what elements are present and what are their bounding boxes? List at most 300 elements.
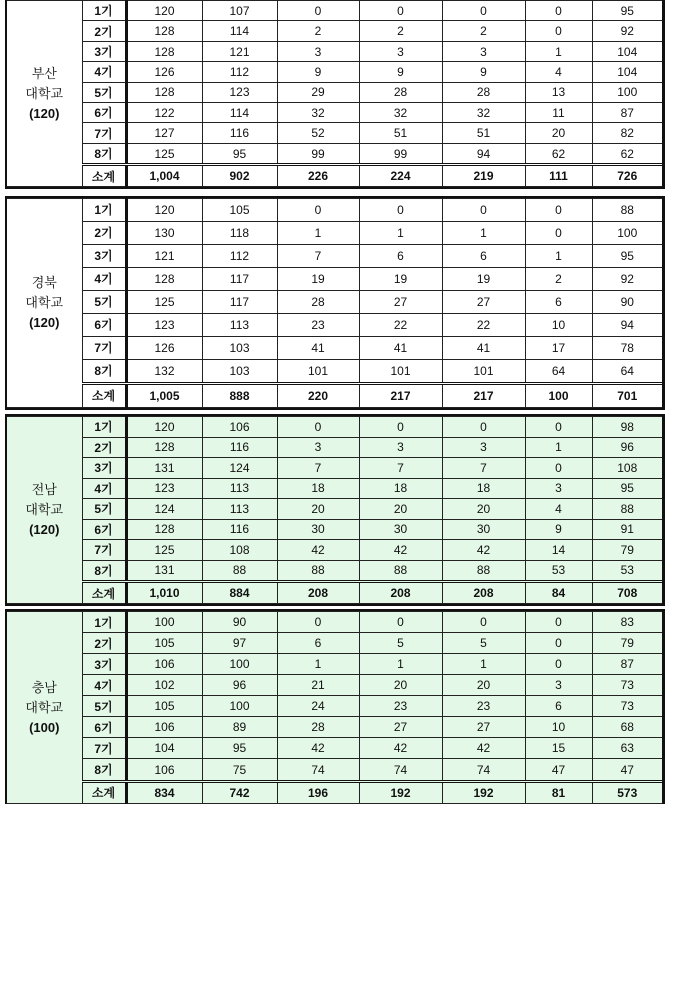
value-cell-c5: 0 — [442, 612, 525, 633]
value-cell-c4: 28 — [359, 82, 442, 102]
value-cell-c5: 42 — [442, 738, 525, 759]
value-cell-c3: 1 — [277, 221, 359, 244]
table-row — [7, 717, 662, 738]
value-cell-c6: 0 — [525, 633, 592, 654]
value-cell-c6: 17 — [525, 336, 592, 359]
subtotal-cell-c4: 192 — [359, 781, 442, 803]
value-cell-c4: 27 — [359, 290, 442, 313]
value-cell-c7: 87 — [592, 654, 662, 675]
value-cell-c3: 74 — [277, 759, 359, 781]
value-cell-c6: 2 — [525, 267, 592, 290]
value-cell-c2: 121 — [202, 41, 277, 61]
value-cell-c7: 96 — [592, 437, 662, 458]
value-cell-c4: 9 — [359, 62, 442, 82]
subtotal-cell-c1: 1,005 — [126, 383, 202, 407]
value-cell-c7: 92 — [592, 21, 662, 41]
institution-name-line1: 전남 — [31, 482, 57, 497]
value-cell-c1: 126 — [126, 336, 202, 359]
table-row — [7, 458, 662, 479]
table-row — [7, 221, 662, 244]
value-cell-c1: 121 — [126, 244, 202, 267]
table-row — [7, 359, 662, 383]
subtotal-cell-c4: 224 — [359, 165, 442, 187]
value-cell-c7: 79 — [592, 540, 662, 561]
table-row — [7, 696, 662, 717]
table-row — [7, 290, 662, 313]
table-row — [7, 103, 662, 123]
value-cell-c6: 10 — [525, 717, 592, 738]
value-cell-c5: 51 — [442, 123, 525, 143]
generation-label: 3기 — [82, 458, 126, 479]
value-cell-c2: 75 — [202, 759, 277, 781]
value-cell-c4: 3 — [359, 437, 442, 458]
table-row — [7, 41, 662, 61]
value-cell-c3: 23 — [277, 313, 359, 336]
generation-label: 8기 — [82, 759, 126, 781]
value-cell-c3: 3 — [277, 437, 359, 458]
subtotal-label: 소계 — [82, 582, 126, 604]
value-cell-c3: 42 — [277, 738, 359, 759]
value-cell-c2: 117 — [202, 290, 277, 313]
value-cell-c5: 22 — [442, 313, 525, 336]
institution-cell — [7, 612, 82, 804]
value-cell-c1: 106 — [126, 717, 202, 738]
value-cell-c1: 123 — [126, 478, 202, 499]
subtotal-cell-c1: 1,010 — [126, 582, 202, 604]
value-cell-c2: 106 — [202, 417, 277, 438]
value-cell-c7: 94 — [592, 313, 662, 336]
value-cell-c7: 95 — [592, 478, 662, 499]
subtotal-cell-c6: 111 — [525, 165, 592, 187]
generation-label: 5기 — [82, 82, 126, 102]
value-cell-c6: 6 — [525, 290, 592, 313]
value-cell-c4: 0 — [359, 199, 442, 222]
value-cell-c4: 0 — [359, 417, 442, 438]
value-cell-c6: 10 — [525, 313, 592, 336]
value-cell-c3: 24 — [277, 696, 359, 717]
value-cell-c7: 100 — [592, 82, 662, 102]
subtotal-cell-c6: 100 — [525, 383, 592, 407]
value-cell-c3: 28 — [277, 290, 359, 313]
subtotal-cell-c7: 573 — [592, 781, 662, 803]
value-cell-c3: 19 — [277, 267, 359, 290]
value-cell-c4: 20 — [359, 675, 442, 696]
value-cell-c3: 2 — [277, 21, 359, 41]
value-cell-c7: 95 — [592, 244, 662, 267]
value-cell-c2: 95 — [202, 738, 277, 759]
institution-name-line2: 대학교 — [25, 295, 64, 310]
value-cell-c1: 106 — [126, 759, 202, 781]
value-cell-c2: 116 — [202, 519, 277, 540]
value-cell-c7: 73 — [592, 696, 662, 717]
value-cell-c1: 120 — [126, 199, 202, 222]
table-row — [7, 21, 662, 41]
value-cell-c7: 62 — [592, 143, 662, 165]
subtotal-cell-c5: 217 — [442, 383, 525, 407]
table-row — [7, 437, 662, 458]
value-cell-c5: 74 — [442, 759, 525, 781]
institution-capacity: (120) — [29, 105, 60, 121]
table-row — [7, 654, 662, 675]
value-cell-c1: 106 — [126, 654, 202, 675]
value-cell-c2: 89 — [202, 717, 277, 738]
value-cell-c2: 107 — [202, 1, 277, 21]
subtotal-row — [7, 781, 662, 803]
value-cell-c1: 130 — [126, 221, 202, 244]
value-cell-c2: 116 — [202, 123, 277, 143]
value-cell-c5: 30 — [442, 519, 525, 540]
value-cell-c1: 123 — [126, 313, 202, 336]
value-cell-c7: 79 — [592, 633, 662, 654]
value-cell-c5: 28 — [442, 82, 525, 102]
subtotal-cell-c3: 196 — [277, 781, 359, 803]
generation-label: 8기 — [82, 143, 126, 165]
value-cell-c6: 9 — [525, 519, 592, 540]
value-cell-c6: 0 — [525, 612, 592, 633]
value-cell-c1: 120 — [126, 417, 202, 438]
generation-label: 8기 — [82, 359, 126, 383]
subtotal-cell-c3: 220 — [277, 383, 359, 407]
generation-label: 7기 — [82, 123, 126, 143]
value-cell-c7: 68 — [592, 717, 662, 738]
value-cell-c7: 83 — [592, 612, 662, 633]
value-cell-c2: 118 — [202, 221, 277, 244]
value-cell-c7: 95 — [592, 1, 662, 21]
generation-label: 3기 — [82, 654, 126, 675]
subtotal-cell-c3: 226 — [277, 165, 359, 187]
value-cell-c4: 1 — [359, 221, 442, 244]
value-cell-c7: 88 — [592, 499, 662, 520]
value-cell-c2: 108 — [202, 540, 277, 561]
value-cell-c5: 0 — [442, 417, 525, 438]
value-cell-c2: 103 — [202, 359, 277, 383]
table-row — [7, 519, 662, 540]
subtotal-row — [7, 582, 662, 604]
value-cell-c7: 104 — [592, 41, 662, 61]
value-cell-c7: 104 — [592, 62, 662, 82]
value-cell-c5: 5 — [442, 633, 525, 654]
value-cell-c4: 51 — [359, 123, 442, 143]
value-cell-c4: 30 — [359, 519, 442, 540]
generation-label: 6기 — [82, 103, 126, 123]
table-row — [7, 675, 662, 696]
value-cell-c3: 0 — [277, 612, 359, 633]
value-cell-c1: 105 — [126, 633, 202, 654]
enrollment-table — [7, 0, 662, 187]
generation-label: 1기 — [82, 199, 126, 222]
generation-label: 5기 — [82, 290, 126, 313]
value-cell-c5: 6 — [442, 244, 525, 267]
generation-label: 4기 — [82, 267, 126, 290]
subtotal-cell-c2: 902 — [202, 165, 277, 187]
value-cell-c6: 3 — [525, 675, 592, 696]
value-cell-c3: 0 — [277, 199, 359, 222]
generation-label: 4기 — [82, 62, 126, 82]
value-cell-c5: 32 — [442, 103, 525, 123]
value-cell-c4: 0 — [359, 1, 442, 21]
table-row — [7, 759, 662, 781]
value-cell-c6: 3 — [525, 478, 592, 499]
table-row — [7, 478, 662, 499]
value-cell-c6: 1 — [525, 244, 592, 267]
value-cell-c3: 28 — [277, 717, 359, 738]
table-row — [7, 123, 662, 143]
generation-label: 7기 — [82, 738, 126, 759]
value-cell-c5: 94 — [442, 143, 525, 165]
value-cell-c2: 112 — [202, 62, 277, 82]
value-cell-c7: 88 — [592, 199, 662, 222]
subtotal-cell-c5: 192 — [442, 781, 525, 803]
value-cell-c1: 102 — [126, 675, 202, 696]
value-cell-c2: 96 — [202, 675, 277, 696]
value-cell-c3: 0 — [277, 1, 359, 21]
value-cell-c4: 0 — [359, 612, 442, 633]
value-cell-c6: 64 — [525, 359, 592, 383]
value-cell-c2: 116 — [202, 437, 277, 458]
value-cell-c5: 9 — [442, 62, 525, 82]
subtotal-cell-c7: 726 — [592, 165, 662, 187]
value-cell-c3: 21 — [277, 675, 359, 696]
section-jeonnam — [5, 414, 665, 606]
value-cell-c1: 128 — [126, 267, 202, 290]
value-cell-c6: 0 — [525, 221, 592, 244]
value-cell-c4: 7 — [359, 458, 442, 479]
value-cell-c6: 0 — [525, 21, 592, 41]
value-cell-c6: 0 — [525, 1, 592, 21]
value-cell-c7: 91 — [592, 519, 662, 540]
value-cell-c4: 42 — [359, 540, 442, 561]
subtotal-label: 소계 — [82, 383, 126, 407]
institution-name-line2: 대학교 — [25, 699, 64, 715]
institution-cell — [7, 417, 82, 604]
value-cell-c6: 1 — [525, 41, 592, 61]
value-cell-c6: 6 — [525, 696, 592, 717]
value-cell-c2: 103 — [202, 336, 277, 359]
value-cell-c1: 125 — [126, 540, 202, 561]
value-cell-c2: 124 — [202, 458, 277, 479]
value-cell-c2: 113 — [202, 313, 277, 336]
value-cell-c4: 74 — [359, 759, 442, 781]
value-cell-c1: 128 — [126, 21, 202, 41]
subtotal-cell-c2: 742 — [202, 781, 277, 803]
table-row — [7, 143, 662, 165]
value-cell-c1: 128 — [126, 82, 202, 102]
value-cell-c1: 128 — [126, 437, 202, 458]
table-row — [7, 633, 662, 654]
value-cell-c7: 98 — [592, 417, 662, 438]
value-cell-c5: 20 — [442, 499, 525, 520]
generation-label: 1기 — [82, 417, 126, 438]
value-cell-c4: 20 — [359, 499, 442, 520]
value-cell-c6: 0 — [525, 458, 592, 479]
value-cell-c2: 114 — [202, 21, 277, 41]
institution-name-line1: 경북 — [31, 275, 57, 290]
value-cell-c3: 42 — [277, 540, 359, 561]
generation-label: 5기 — [82, 499, 126, 520]
table-row — [7, 499, 662, 520]
value-cell-c6: 4 — [525, 499, 592, 520]
value-cell-c1: 126 — [126, 62, 202, 82]
value-cell-c4: 18 — [359, 478, 442, 499]
generation-label: 6기 — [82, 313, 126, 336]
value-cell-c7: 78 — [592, 336, 662, 359]
section-gyeongbuk — [5, 196, 665, 410]
value-cell-c5: 27 — [442, 717, 525, 738]
value-cell-c5: 20 — [442, 675, 525, 696]
table-row — [7, 336, 662, 359]
value-cell-c7: 53 — [592, 560, 662, 582]
value-cell-c2: 100 — [202, 696, 277, 717]
value-cell-c7: 63 — [592, 738, 662, 759]
institution-name-line2: 대학교 — [25, 85, 64, 101]
value-cell-c1: 104 — [126, 738, 202, 759]
institution-name-line1: 부산 — [31, 65, 57, 81]
subtotal-cell-c4: 217 — [359, 383, 442, 407]
value-cell-c1: 132 — [126, 359, 202, 383]
subtotal-label: 소계 — [82, 165, 126, 187]
value-cell-c1: 120 — [126, 1, 202, 21]
value-cell-c1: 105 — [126, 696, 202, 717]
value-cell-c3: 18 — [277, 478, 359, 499]
generation-label: 8기 — [82, 560, 126, 582]
value-cell-c4: 19 — [359, 267, 442, 290]
generation-label: 6기 — [82, 519, 126, 540]
value-cell-c2: 112 — [202, 244, 277, 267]
table-row — [7, 199, 662, 222]
value-cell-c5: 41 — [442, 336, 525, 359]
value-cell-c4: 27 — [359, 717, 442, 738]
value-cell-c3: 41 — [277, 336, 359, 359]
value-cell-c3: 101 — [277, 359, 359, 383]
value-cell-c5: 23 — [442, 696, 525, 717]
table-row — [7, 82, 662, 102]
value-cell-c4: 1 — [359, 654, 442, 675]
value-cell-c1: 124 — [126, 499, 202, 520]
subtotal-cell-c3: 208 — [277, 582, 359, 604]
value-cell-c1: 100 — [126, 612, 202, 633]
generation-label: 2기 — [82, 633, 126, 654]
value-cell-c5: 3 — [442, 437, 525, 458]
value-cell-c6: 62 — [525, 143, 592, 165]
subtotal-cell-c2: 888 — [202, 383, 277, 407]
value-cell-c2: 123 — [202, 82, 277, 102]
value-cell-c5: 1 — [442, 221, 525, 244]
table-row — [7, 313, 662, 336]
value-cell-c6: 0 — [525, 654, 592, 675]
value-cell-c4: 2 — [359, 21, 442, 41]
value-cell-c5: 1 — [442, 654, 525, 675]
value-cell-c4: 42 — [359, 738, 442, 759]
section-busan — [5, 0, 665, 189]
institution-name-line2: 대학교 — [25, 502, 64, 517]
value-cell-c6: 20 — [525, 123, 592, 143]
value-cell-c6: 47 — [525, 759, 592, 781]
institution-cell — [7, 199, 82, 408]
subtotal-cell-c2: 884 — [202, 582, 277, 604]
value-cell-c5: 19 — [442, 267, 525, 290]
value-cell-c5: 7 — [442, 458, 525, 479]
generation-label: 3기 — [82, 41, 126, 61]
value-cell-c2: 105 — [202, 199, 277, 222]
enrollment-table — [7, 416, 662, 604]
subtotal-cell-c4: 208 — [359, 582, 442, 604]
value-cell-c2: 88 — [202, 560, 277, 582]
value-cell-c6: 0 — [525, 417, 592, 438]
value-cell-c5: 3 — [442, 41, 525, 61]
value-cell-c5: 0 — [442, 199, 525, 222]
value-cell-c6: 1 — [525, 437, 592, 458]
table-row — [7, 560, 662, 582]
value-cell-c4: 41 — [359, 336, 442, 359]
institution-capacity: (120) — [29, 315, 60, 330]
value-cell-c5: 27 — [442, 290, 525, 313]
value-cell-c5: 88 — [442, 560, 525, 582]
table-row — [7, 738, 662, 759]
value-cell-c3: 6 — [277, 633, 359, 654]
table-row — [7, 612, 662, 633]
value-cell-c7: 64 — [592, 359, 662, 383]
value-cell-c1: 125 — [126, 143, 202, 165]
value-cell-c4: 23 — [359, 696, 442, 717]
generation-label: 6기 — [82, 717, 126, 738]
value-cell-c3: 1 — [277, 654, 359, 675]
value-cell-c6: 0 — [525, 199, 592, 222]
value-cell-c3: 32 — [277, 103, 359, 123]
value-cell-c4: 32 — [359, 103, 442, 123]
value-cell-c2: 100 — [202, 654, 277, 675]
table-row — [7, 267, 662, 290]
subtotal-cell-c5: 219 — [442, 165, 525, 187]
value-cell-c7: 47 — [592, 759, 662, 781]
value-cell-c3: 20 — [277, 499, 359, 520]
table-row — [7, 417, 662, 438]
table-row — [7, 1, 662, 21]
table-row — [7, 540, 662, 561]
value-cell-c5: 101 — [442, 359, 525, 383]
subtotal-row — [7, 383, 662, 407]
subtotal-cell-c5: 208 — [442, 582, 525, 604]
value-cell-c7: 87 — [592, 103, 662, 123]
value-cell-c4: 101 — [359, 359, 442, 383]
value-cell-c2: 95 — [202, 143, 277, 165]
value-cell-c6: 11 — [525, 103, 592, 123]
institution-capacity: (100) — [29, 719, 60, 735]
value-cell-c7: 82 — [592, 123, 662, 143]
enrollment-table — [7, 198, 662, 408]
subtotal-cell-c1: 834 — [126, 781, 202, 803]
value-cell-c5: 2 — [442, 21, 525, 41]
value-cell-c2: 113 — [202, 478, 277, 499]
value-cell-c7: 108 — [592, 458, 662, 479]
generation-label: 4기 — [82, 675, 126, 696]
section-chungnam — [5, 609, 665, 804]
value-cell-c1: 131 — [126, 458, 202, 479]
value-cell-c1: 122 — [126, 103, 202, 123]
value-cell-c1: 131 — [126, 560, 202, 582]
generation-label: 1기 — [82, 1, 126, 21]
value-cell-c7: 90 — [592, 290, 662, 313]
generation-label: 5기 — [82, 696, 126, 717]
subtotal-cell-c6: 81 — [525, 781, 592, 803]
enrollment-table — [7, 611, 662, 804]
value-cell-c3: 3 — [277, 41, 359, 61]
generation-label: 2기 — [82, 21, 126, 41]
value-cell-c2: 90 — [202, 612, 277, 633]
value-cell-c1: 125 — [126, 290, 202, 313]
generation-label: 7기 — [82, 336, 126, 359]
value-cell-c5: 18 — [442, 478, 525, 499]
subtotal-cell-c7: 708 — [592, 582, 662, 604]
